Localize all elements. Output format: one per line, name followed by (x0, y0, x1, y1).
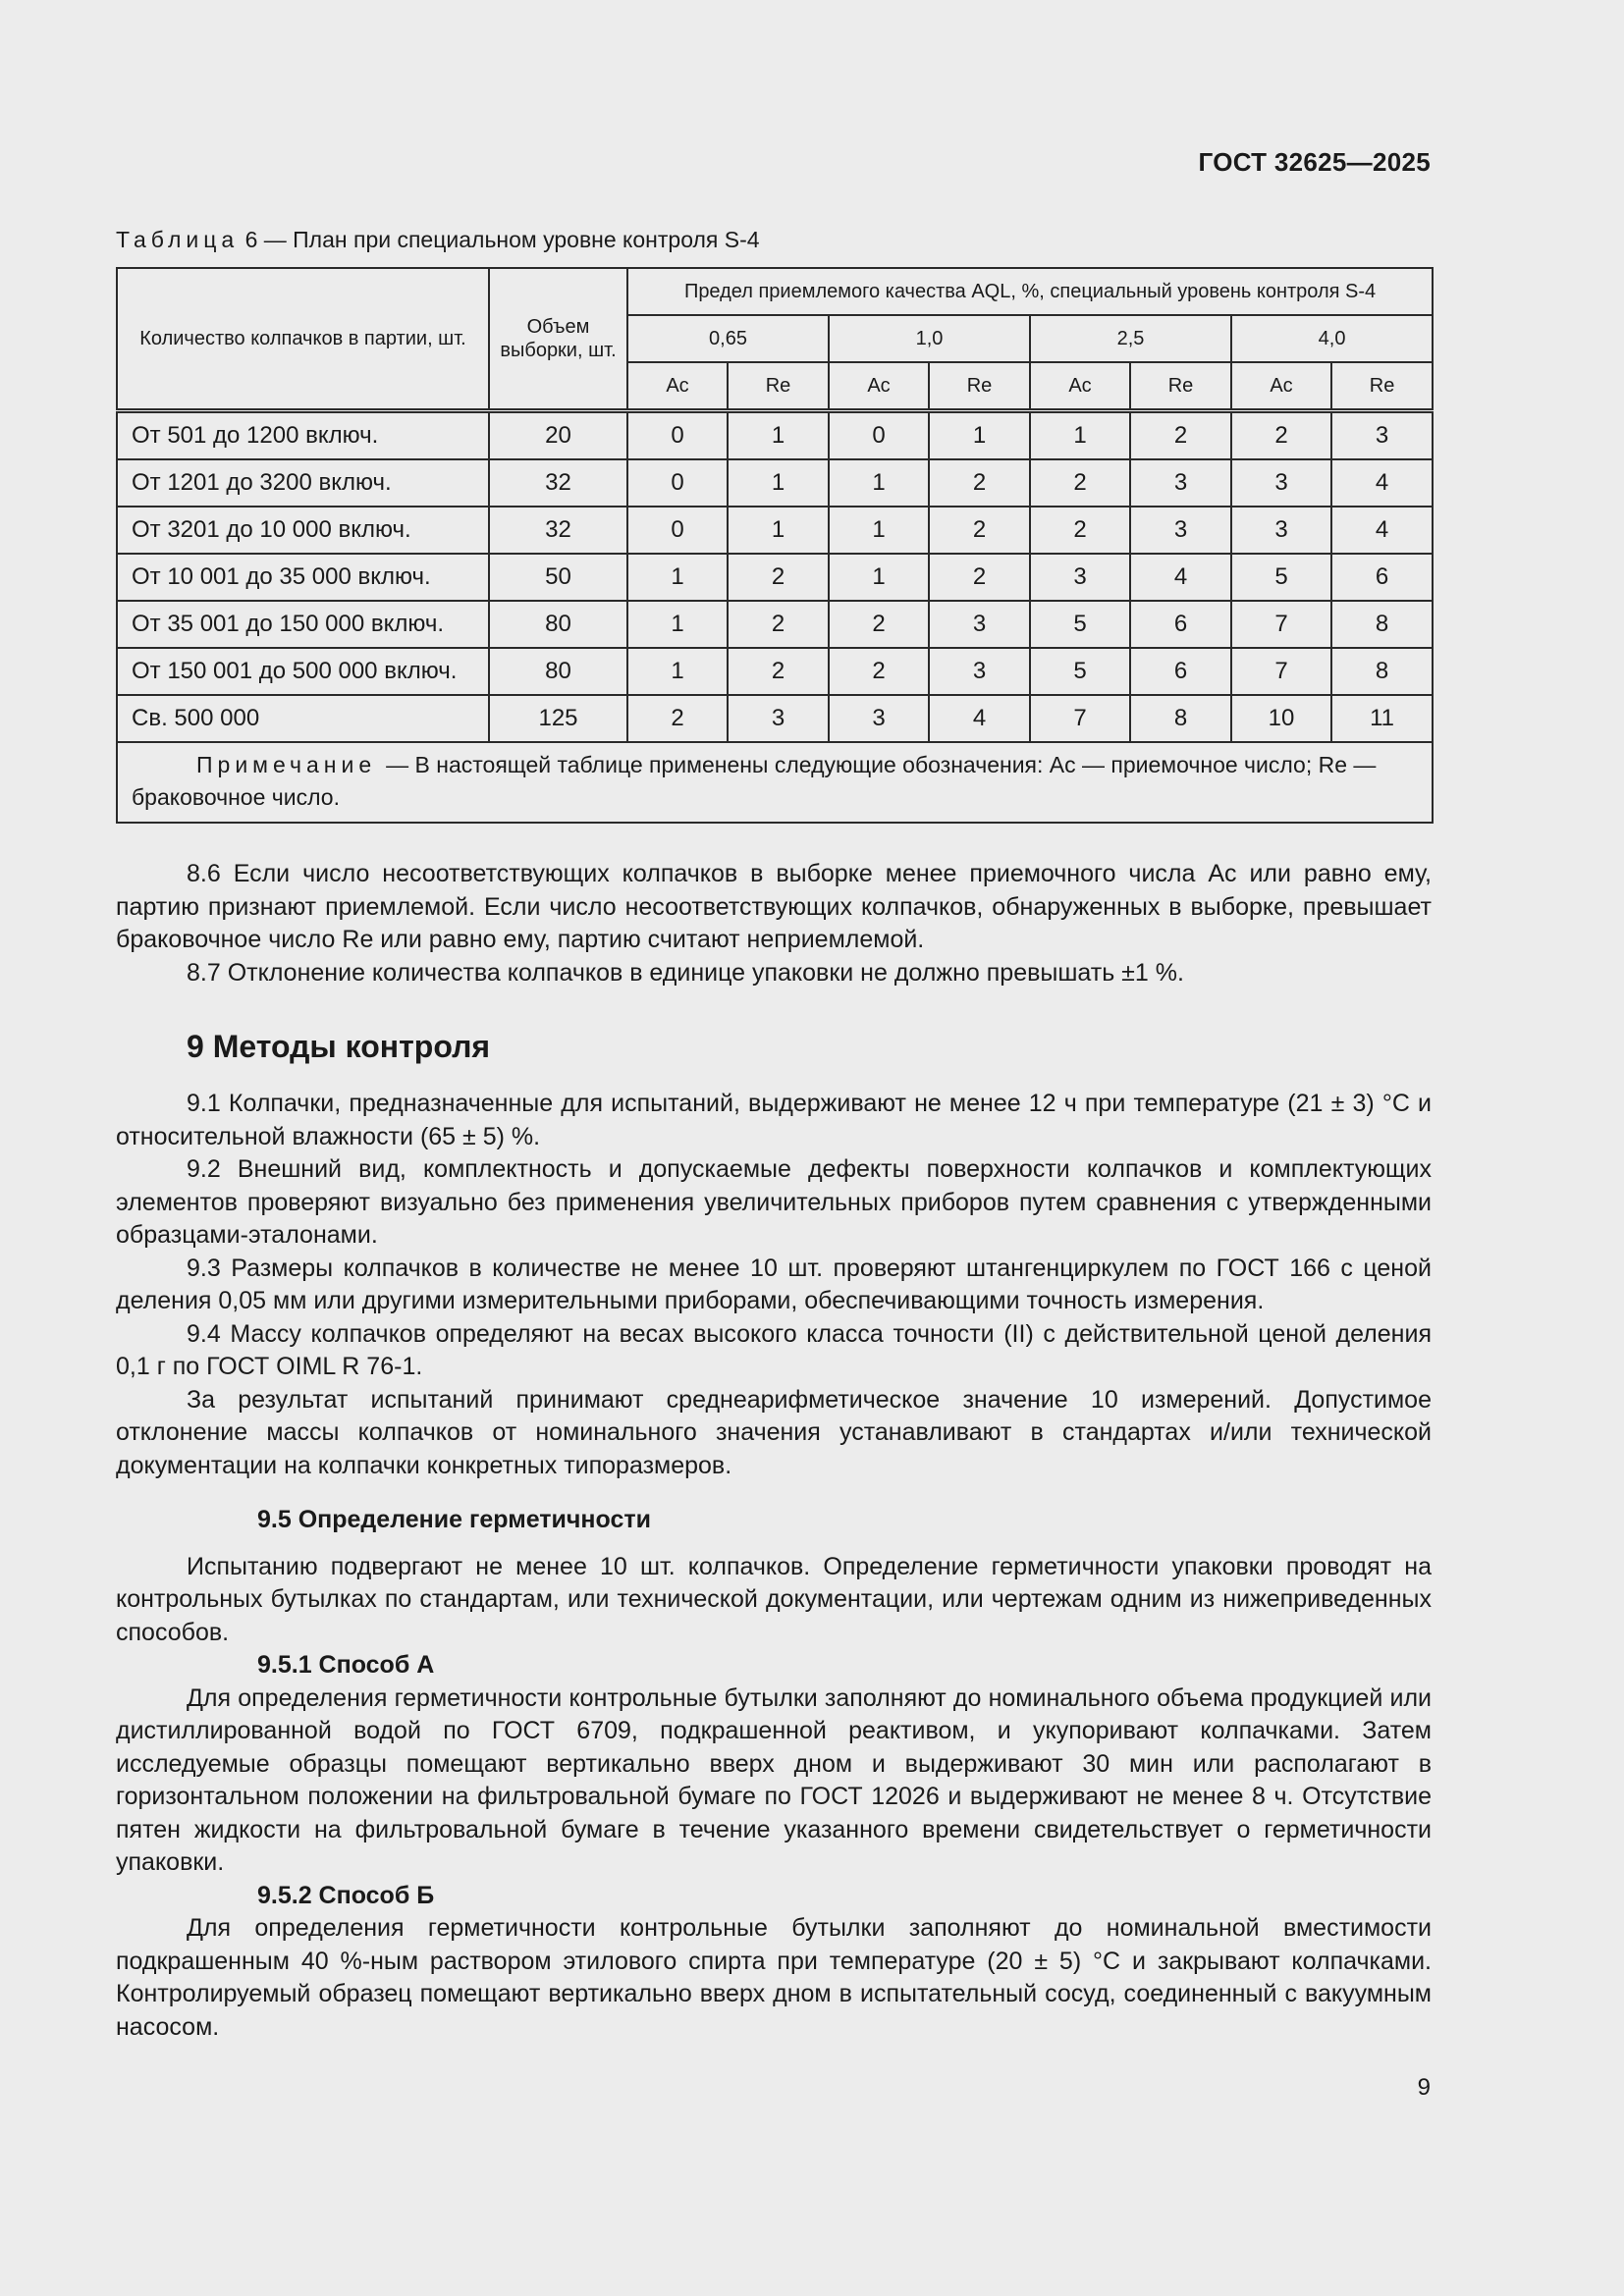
re-value-cell: 2 (1130, 411, 1231, 460)
table-row (117, 648, 1433, 695)
re-value-cell: 3 (929, 648, 1030, 695)
re-value-cell: 11 (1331, 695, 1433, 742)
col-header-ac: Ac (1030, 362, 1130, 411)
section-9-text (116, 1088, 1432, 1482)
ac-value-cell: 3 (1030, 554, 1130, 601)
re-value-cell: 2 (728, 601, 829, 648)
sample-size-cell: 32 (489, 507, 627, 554)
col-header-re: Re (1331, 362, 1433, 411)
table-row (117, 459, 1433, 507)
lot-size-cell: Св. 500 000 (117, 695, 489, 742)
re-value-cell: 8 (1331, 648, 1433, 695)
ac-value-cell: 1 (829, 507, 929, 554)
col-header-re: Re (929, 362, 1030, 411)
section-8-text (116, 858, 1432, 989)
lot-size-cell: От 3201 до 10 000 включ. (117, 507, 489, 554)
col-header-aql: Предел приемлемого качества AQL, %, специальный уровень контроля S-4 (627, 268, 1433, 315)
re-value-cell: 2 (929, 554, 1030, 601)
col-header-re: Re (1130, 362, 1231, 411)
subsection-9-5-1-heading: 9.5.1 Способ А (257, 1651, 435, 1679)
col-header-re: Re (728, 362, 829, 411)
re-value-cell: 1 (728, 411, 829, 460)
col-header-ac: Ac (1231, 362, 1331, 411)
ac-value-cell: 5 (1030, 601, 1130, 648)
re-value-cell: 2 (728, 648, 829, 695)
ac-value-cell: 0 (829, 411, 929, 460)
paragraph-8-7: 8.7 Отклонение количества колпачков в единице упаковки не должно превышать ±1 %. (187, 958, 1184, 987)
re-value-cell: 8 (1130, 695, 1231, 742)
lot-size-cell: От 35 001 до 150 000 включ. (117, 601, 489, 648)
paragraph-9-3: 9.3 Размеры колпачков в количестве не менее 10 шт. проверяют штангенциркулем по ГОСТ 166 с ценой деления 0,05 мм или другими измерительными приборами, обеспечивающими точность измерения. (116, 1254, 1432, 1314)
ac-value-cell: 7 (1030, 695, 1130, 742)
ac-value-cell: 10 (1231, 695, 1331, 742)
section-9-heading: 9 Методы контроля (187, 1029, 491, 1064)
table-note (117, 742, 1433, 823)
ac-value-cell: 7 (1231, 648, 1331, 695)
re-value-cell: 3 (1331, 411, 1433, 460)
sample-size-cell: 125 (489, 695, 627, 742)
col-header-aql-level: 4,0 (1231, 315, 1433, 362)
subsection-9-5-heading: 9.5 Определение герметичности (257, 1506, 651, 1533)
ac-value-cell: 3 (829, 695, 929, 742)
sample-size-cell: 80 (489, 601, 627, 648)
table-row (117, 695, 1433, 742)
re-value-cell: 8 (1331, 601, 1433, 648)
re-value-cell: 4 (1331, 507, 1433, 554)
sample-size-cell: 32 (489, 459, 627, 507)
ac-value-cell: 3 (1231, 507, 1331, 554)
re-value-cell: 1 (728, 507, 829, 554)
table-note-label: Примечание (196, 752, 377, 777)
re-value-cell: 3 (728, 695, 829, 742)
ac-value-cell: 1 (829, 459, 929, 507)
col-header-aql-level: 0,65 (627, 315, 829, 362)
ac-value-cell: 2 (1231, 411, 1331, 460)
sample-size-cell: 50 (489, 554, 627, 601)
re-value-cell: 4 (1331, 459, 1433, 507)
ac-value-cell: 1 (829, 554, 929, 601)
ac-value-cell: 2 (627, 695, 728, 742)
re-value-cell: 6 (1130, 601, 1231, 648)
re-value-cell: 6 (1331, 554, 1433, 601)
re-value-cell: 3 (929, 601, 1030, 648)
ac-value-cell: 1 (627, 648, 728, 695)
paragraph-9-5-2: Для определения герметичности контрольные бутылки заполняют до номинальной вместимости подкрашенным 40 %-ным раствором этилового спирта при температуре (20 ± 5) °С и закрывают колпачками. Контролируемый образец помещают вертикально вверх дном в испытательный сосуд, соединенный с вакуумным насосом. (116, 1914, 1432, 2041)
table-caption-label: Таблица (116, 227, 240, 252)
re-value-cell: 2 (929, 459, 1030, 507)
ac-value-cell: 3 (1231, 459, 1331, 507)
col-header-aql-level: 1,0 (829, 315, 1030, 362)
col-header-ac: Ac (627, 362, 728, 411)
re-value-cell: 3 (1130, 459, 1231, 507)
paragraph-9-4-result: За результат испытаний принимают среднеарифметическое значение 10 измерений. Допустимое отклонение массы колпачков от номинального значения устанавливают в стандартах и/или технической документации на колпачки конкретных типоразмеров. (116, 1385, 1432, 1479)
col-header-lot-size: Количество колпачков в партии, шт. (117, 268, 489, 411)
re-value-cell: 2 (929, 507, 1030, 554)
paragraph-9-1: 9.1 Колпачки, предназначенные для испытаний, выдерживают не менее 12 ч при температуре (21 ± 3) °С и относительной влажности (65 ± 5) %. (116, 1090, 1432, 1150)
sample-size-cell: 80 (489, 648, 627, 695)
col-header-sample-size: Объем выборки, шт. (489, 268, 627, 411)
table-row (117, 507, 1433, 554)
ac-value-cell: 5 (1231, 554, 1331, 601)
lot-size-cell: От 1201 до 3200 включ. (117, 459, 489, 507)
lot-size-cell: От 150 001 до 500 000 включ. (117, 648, 489, 695)
table-row (117, 554, 1433, 601)
table-body (117, 411, 1433, 824)
sample-size-cell: 20 (489, 411, 627, 460)
table-caption-text: 6 — План при специальном уровне контроля S-4 (244, 227, 760, 252)
ac-value-cell: 0 (627, 411, 728, 460)
re-value-cell: 2 (728, 554, 829, 601)
col-header-ac: Ac (829, 362, 929, 411)
ac-value-cell: 1 (1030, 411, 1130, 460)
table-row (117, 601, 1433, 648)
ac-value-cell: 5 (1030, 648, 1130, 695)
re-value-cell: 1 (728, 459, 829, 507)
paragraph-9-2: 9.2 Внешний вид, комплектность и допускаемые дефекты поверхности колпачков и комплектующих элементов проверяют визуально без применения увеличительных приборов путем сравнения с утвержденными образцами-эталонами. (116, 1155, 1432, 1249)
ac-value-cell: 0 (627, 507, 728, 554)
re-value-cell: 6 (1130, 648, 1231, 695)
page-number: 9 (1417, 2074, 1431, 2101)
paragraph-9-4: 9.4 Массу колпачков определяют на весах высокого класса точности (II) с действительной ценой деления 0,1 г по ГОСТ OIML R 76-1. (116, 1319, 1432, 1380)
sampling-plan-table (116, 267, 1434, 824)
paragraph-9-5: Испытанию подвергают не менее 10 шт. колпачков. Определение герметичности упаковки проводят на контрольных бутылках по стандартам, или технической документации, или чертежам одним из нижеприведенных способов. (116, 1552, 1432, 1646)
table-caption (116, 227, 760, 253)
ac-value-cell: 0 (627, 459, 728, 507)
re-value-cell: 3 (1130, 507, 1231, 554)
ac-value-cell: 2 (1030, 507, 1130, 554)
ac-value-cell: 2 (1030, 459, 1130, 507)
re-value-cell: 4 (1130, 554, 1231, 601)
subsection-9-5-2-heading: 9.5.2 Способ Б (257, 1881, 435, 1909)
paragraph-9-5-1: Для определения герметичности контрольные бутылки заполняют до номинального объема продукцией или дистиллированной водой по ГОСТ 6709, подкрашенной реактивом, и укупоривают колпачками. Затем исследуемые образцы помещают вертикально вверх дном и выдерживают 30 мин или располагают в горизонтальном положении на фильтровальной бумаге по ГОСТ 12026 и выдерживают не менее 8 ч. Отсутствие пятен жидкости на фильтровальной бумаге в течение указанного времени свидетельствует о герметичности упаковки. (116, 1683, 1432, 1876)
re-value-cell: 4 (929, 695, 1030, 742)
col-header-aql-level: 2,5 (1030, 315, 1231, 362)
document-id: ГОСТ 32625—2025 (1198, 147, 1431, 177)
ac-value-cell: 7 (1231, 601, 1331, 648)
paragraph-8-6: 8.6 Если число несоответствующих колпачков в выборке менее приемочного числа Ac или равно ему, партию признают приемлемой. Если число несоответствующих колпачков, обнаруженных в выборке, превышает браковочное число Re или равно ему, партию считают неприемлемой. (116, 860, 1432, 953)
lot-size-cell: От 10 001 до 35 000 включ. (117, 554, 489, 601)
lot-size-cell: От 501 до 1200 включ. (117, 411, 489, 460)
ac-value-cell: 2 (829, 601, 929, 648)
re-value-cell: 1 (929, 411, 1030, 460)
ac-value-cell: 1 (627, 601, 728, 648)
table-note-text: — В настоящей таблице применены следующие обозначения: Ac — приемочное число; Re — браковочное число. (132, 752, 1377, 810)
section-9-5-text (116, 1504, 1432, 2044)
table-row (117, 411, 1433, 460)
ac-value-cell: 2 (829, 648, 929, 695)
ac-value-cell: 1 (627, 554, 728, 601)
